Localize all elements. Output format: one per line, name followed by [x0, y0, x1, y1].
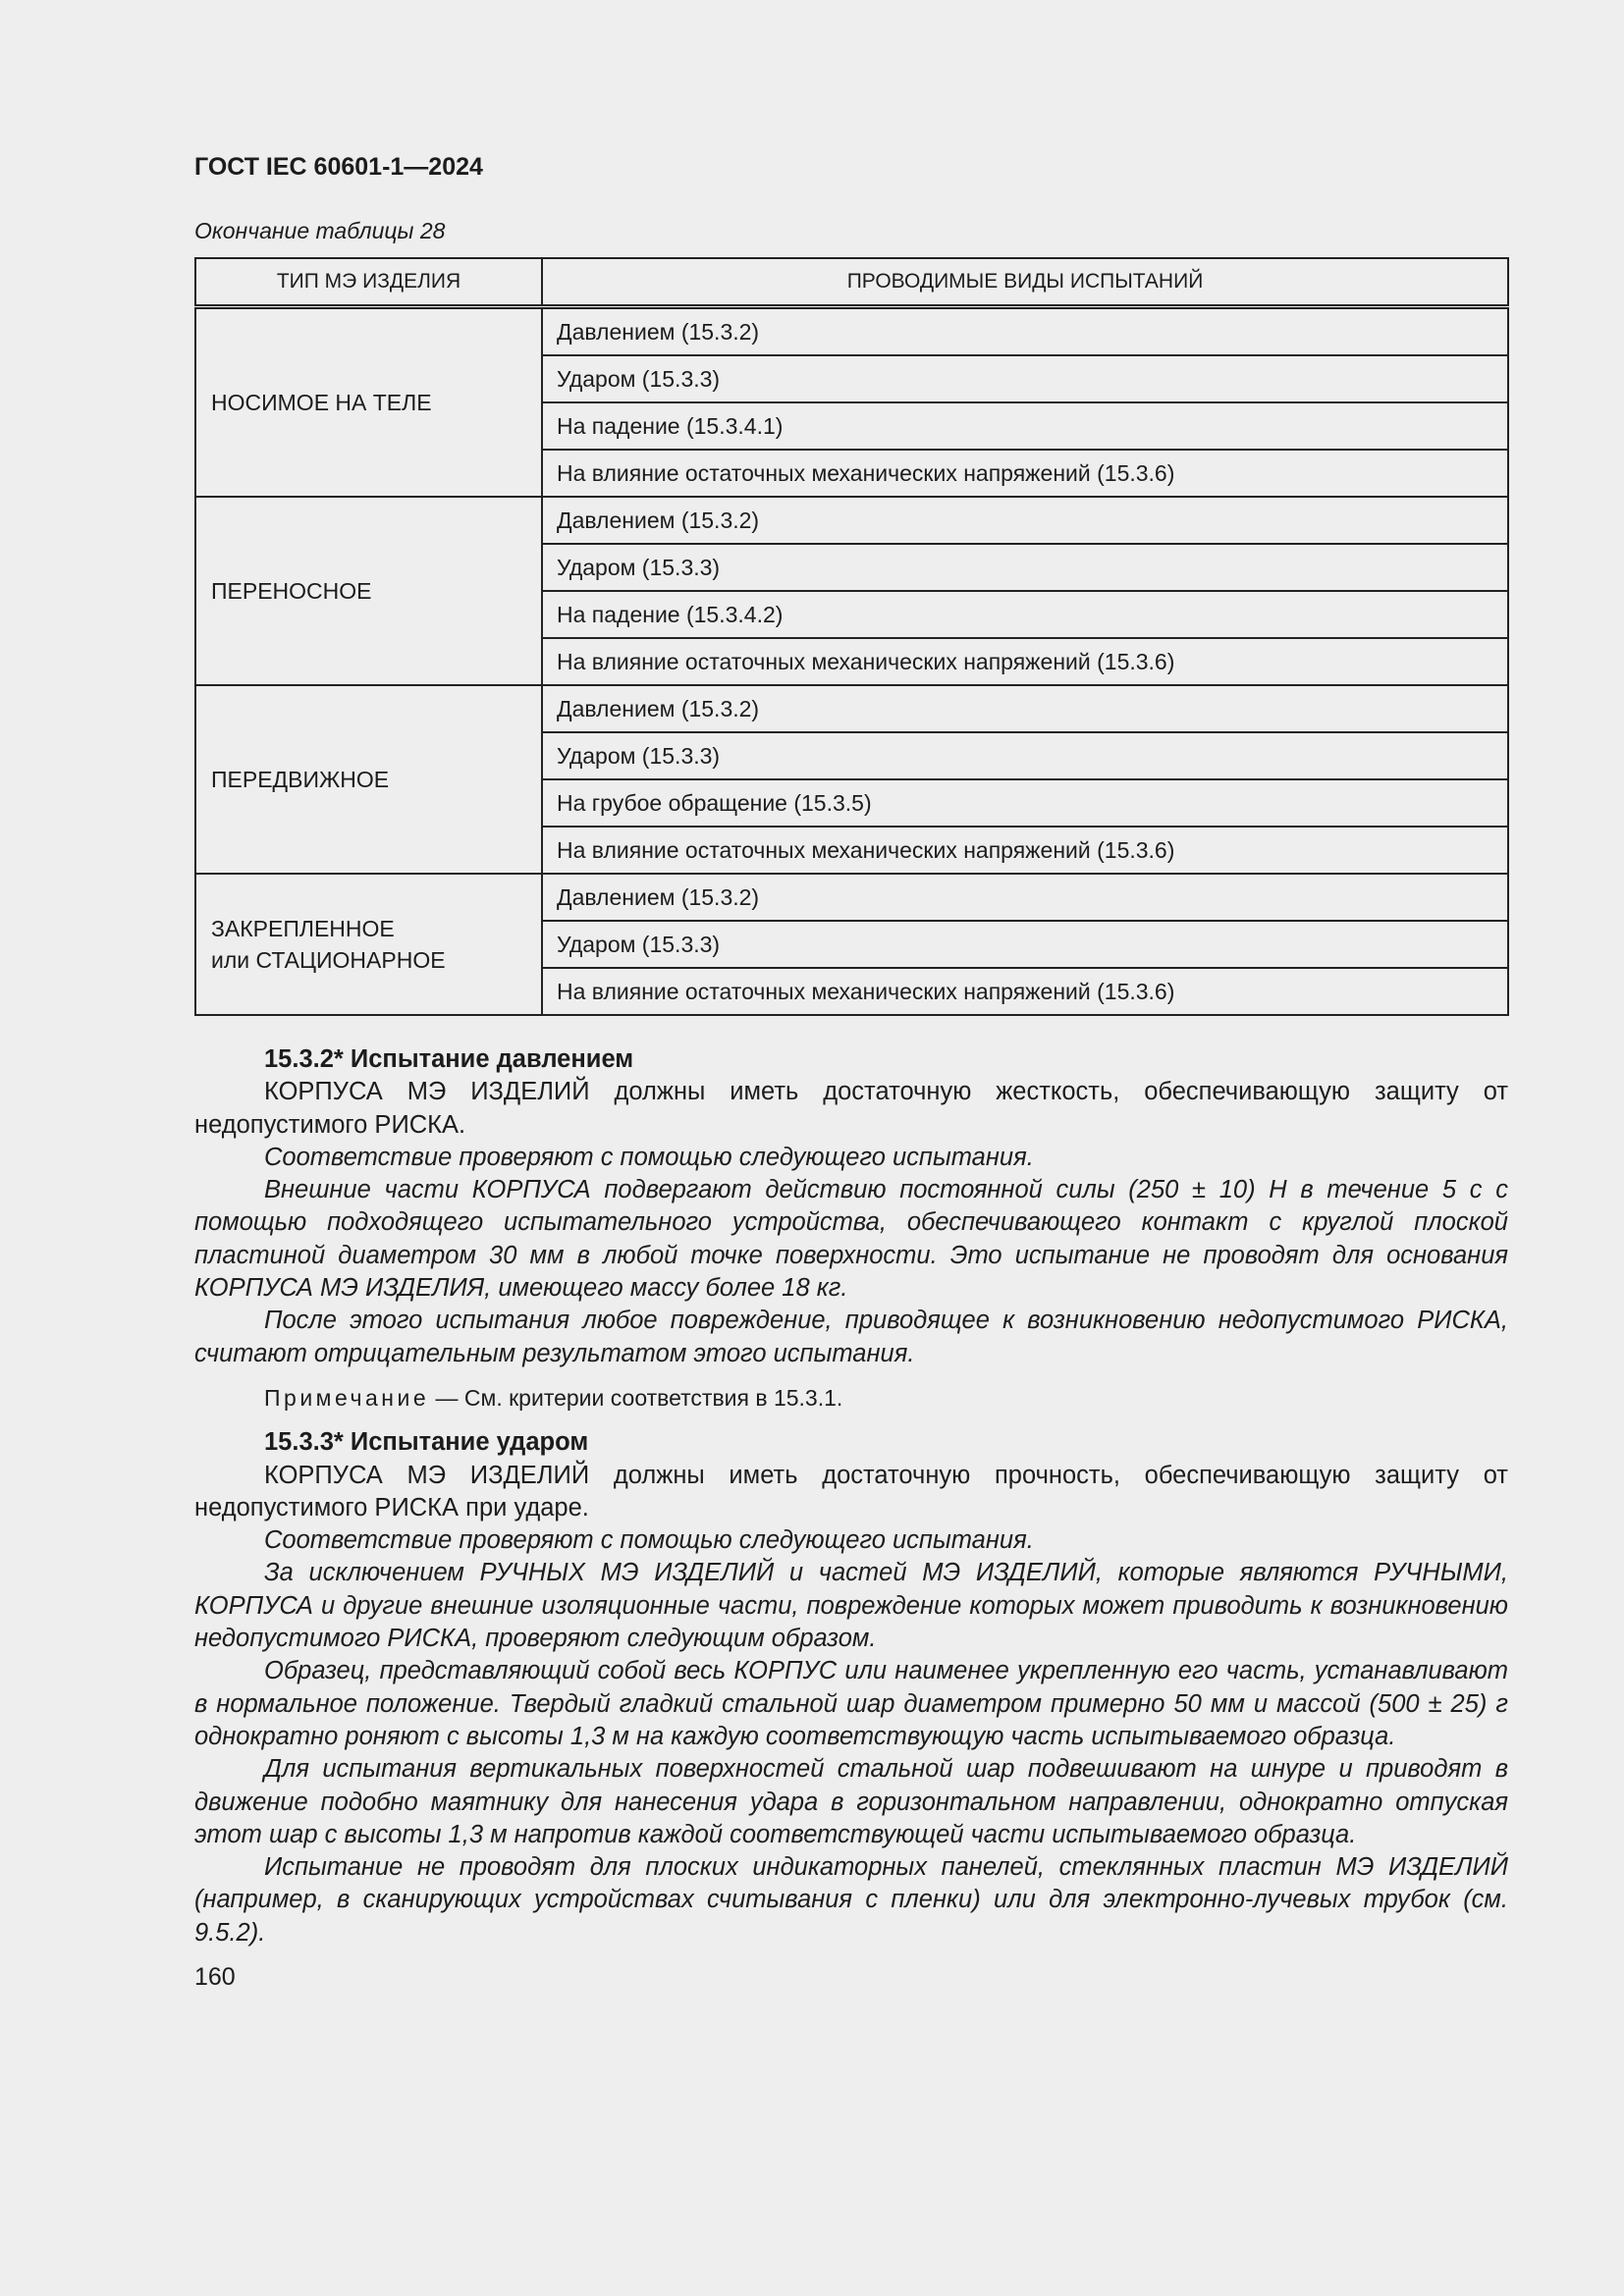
device-type-label: ЗАКРЕПЛЕННОЕ [211, 916, 395, 941]
paragraph: Для испытания вертикальных поверхностей стальной шар подвешивают на шнуре и приводят в движение подобно маятнику для нанесения удара в горизонтальном направлении, однократно отпуская этот шар с высоты 1,3 м напротив каждой соответствующей части испытываемого образца. [194, 1755, 1508, 1848]
test-cell: На грубое обращение (15.3.5) [542, 779, 1508, 827]
paragraph: Соответствие проверяют с помощью следующего испытания. [264, 1143, 1034, 1171]
test-cell: На влияние остаточных механических напряжений (15.3.6) [542, 827, 1508, 874]
paragraph: За исключением РУЧНЫХ МЭ ИЗДЕЛИЙ и частей МЭ ИЗДЕЛИЙ, которые являются РУЧНЫМИ, КОРПУСА и другие внешние изоляционные части, повреждение которых может приводить к возникновению недопустимого РИСКА, проверяют следующим образом. [194, 1559, 1508, 1653]
document-body [194, 1043, 1508, 1949]
table-row [195, 874, 1508, 921]
paragraph: После этого испытания любое повреждение, приводящее к возникновению недопустимого РИСКА, считают отрицательным результатом этого испытания. [194, 1307, 1508, 1367]
page-number: 160 [194, 1963, 236, 1992]
paragraph: Внешние части КОРПУСА подвергают действию постоянной силы (250 ± 10) Н в течение 5 с с помощью подходящего испытательного устройства, обеспечивающего контакт с круглой плоской пластиной диаметром 30 мм в любой точке поверхности. Это испытание не проводят для основания КОРПУСА МЭ ИЗДЕЛИЯ, имеющего массу более 18 кг. [194, 1176, 1508, 1303]
test-cell: Ударом (15.3.3) [542, 732, 1508, 779]
device-type-cell [195, 685, 542, 874]
test-cell: Ударом (15.3.3) [542, 544, 1508, 591]
table-row [195, 307, 1508, 356]
section-heading: 15.3.3* Испытание ударом [264, 1428, 589, 1457]
column-header-device-type: ТИП МЭ ИЗДЕЛИЯ [195, 258, 542, 307]
device-type-label: или СТАЦИОНАРНОЕ [211, 947, 446, 973]
paragraph: КОРПУСА МЭ ИЗДЕЛИЙ должны иметь достаточную прочность, обеспечивающую защиту от недопустимого РИСКА при ударе. [194, 1461, 1508, 1522]
device-type-label: НОСИМОЕ НА ТЕЛЕ [211, 390, 432, 415]
test-cell: Ударом (15.3.3) [542, 355, 1508, 402]
test-cell: На падение (15.3.4.2) [542, 591, 1508, 638]
device-type-cell [195, 307, 542, 498]
device-type-label: ПЕРЕДВИЖНОЕ [211, 767, 390, 792]
note-text: — См. критерии соответствия в 15.3.1. [429, 1384, 843, 1411]
tests-table [194, 257, 1509, 1016]
document-header: ГОСТ IEC 60601-1—2024 [194, 153, 483, 181]
note [194, 1382, 1508, 1415]
document-page [194, 147, 1508, 1995]
device-type-label: ПЕРЕНОСНОЕ [211, 578, 372, 604]
table-row [195, 685, 1508, 732]
test-cell: Ударом (15.3.3) [542, 921, 1508, 968]
device-type-cell [195, 874, 542, 1015]
test-cell: Давлением (15.3.2) [542, 685, 1508, 732]
table-row [195, 497, 1508, 544]
table-header-row [195, 258, 1508, 307]
test-cell: На влияние остаточных механических напряжений (15.3.6) [542, 968, 1508, 1015]
paragraph: Испытание не проводят для плоских индикаторных панелей, стеклянных пластин МЭ ИЗДЕЛИЙ (например, в сканирующих устройствах считывания с пленки) или для электронно-лучевых трубок (см. 9.5.2). [194, 1853, 1508, 1947]
test-cell: Давлением (15.3.2) [542, 307, 1508, 356]
section-heading: 15.3.2* Испытание давлением [264, 1045, 634, 1073]
test-cell: На падение (15.3.4.1) [542, 402, 1508, 450]
paragraph: Образец, представляющий собой весь КОРПУС или наименее укрепленную его часть, устанавливают в нормальное положение. Твердый гладкий стальной шар диаметром примерно 50 мм и массой (500 ± 25) г однократно роняют с высоты 1,3 м на каждую соответствующую часть испытываемого образца. [194, 1657, 1508, 1750]
paragraph: Соответствие проверяют с помощью следующего испытания. [264, 1526, 1034, 1555]
test-cell: Давлением (15.3.2) [542, 874, 1508, 921]
test-cell: На влияние остаточных механических напряжений (15.3.6) [542, 638, 1508, 685]
paragraph: КОРПУСА МЭ ИЗДЕЛИЙ должны иметь достаточную жесткость, обеспечивающую защиту от недопустимого РИСКА. [194, 1078, 1508, 1139]
table-caption: Окончание таблицы 28 [194, 218, 446, 243]
test-cell: Давлением (15.3.2) [542, 497, 1508, 544]
note-label: Примечание [264, 1384, 430, 1411]
column-header-tests: ПРОВОДИМЫЕ ВИДЫ ИСПЫТАНИЙ [542, 258, 1508, 307]
test-cell: На влияние остаточных механических напряжений (15.3.6) [542, 450, 1508, 497]
device-type-cell [195, 497, 542, 685]
